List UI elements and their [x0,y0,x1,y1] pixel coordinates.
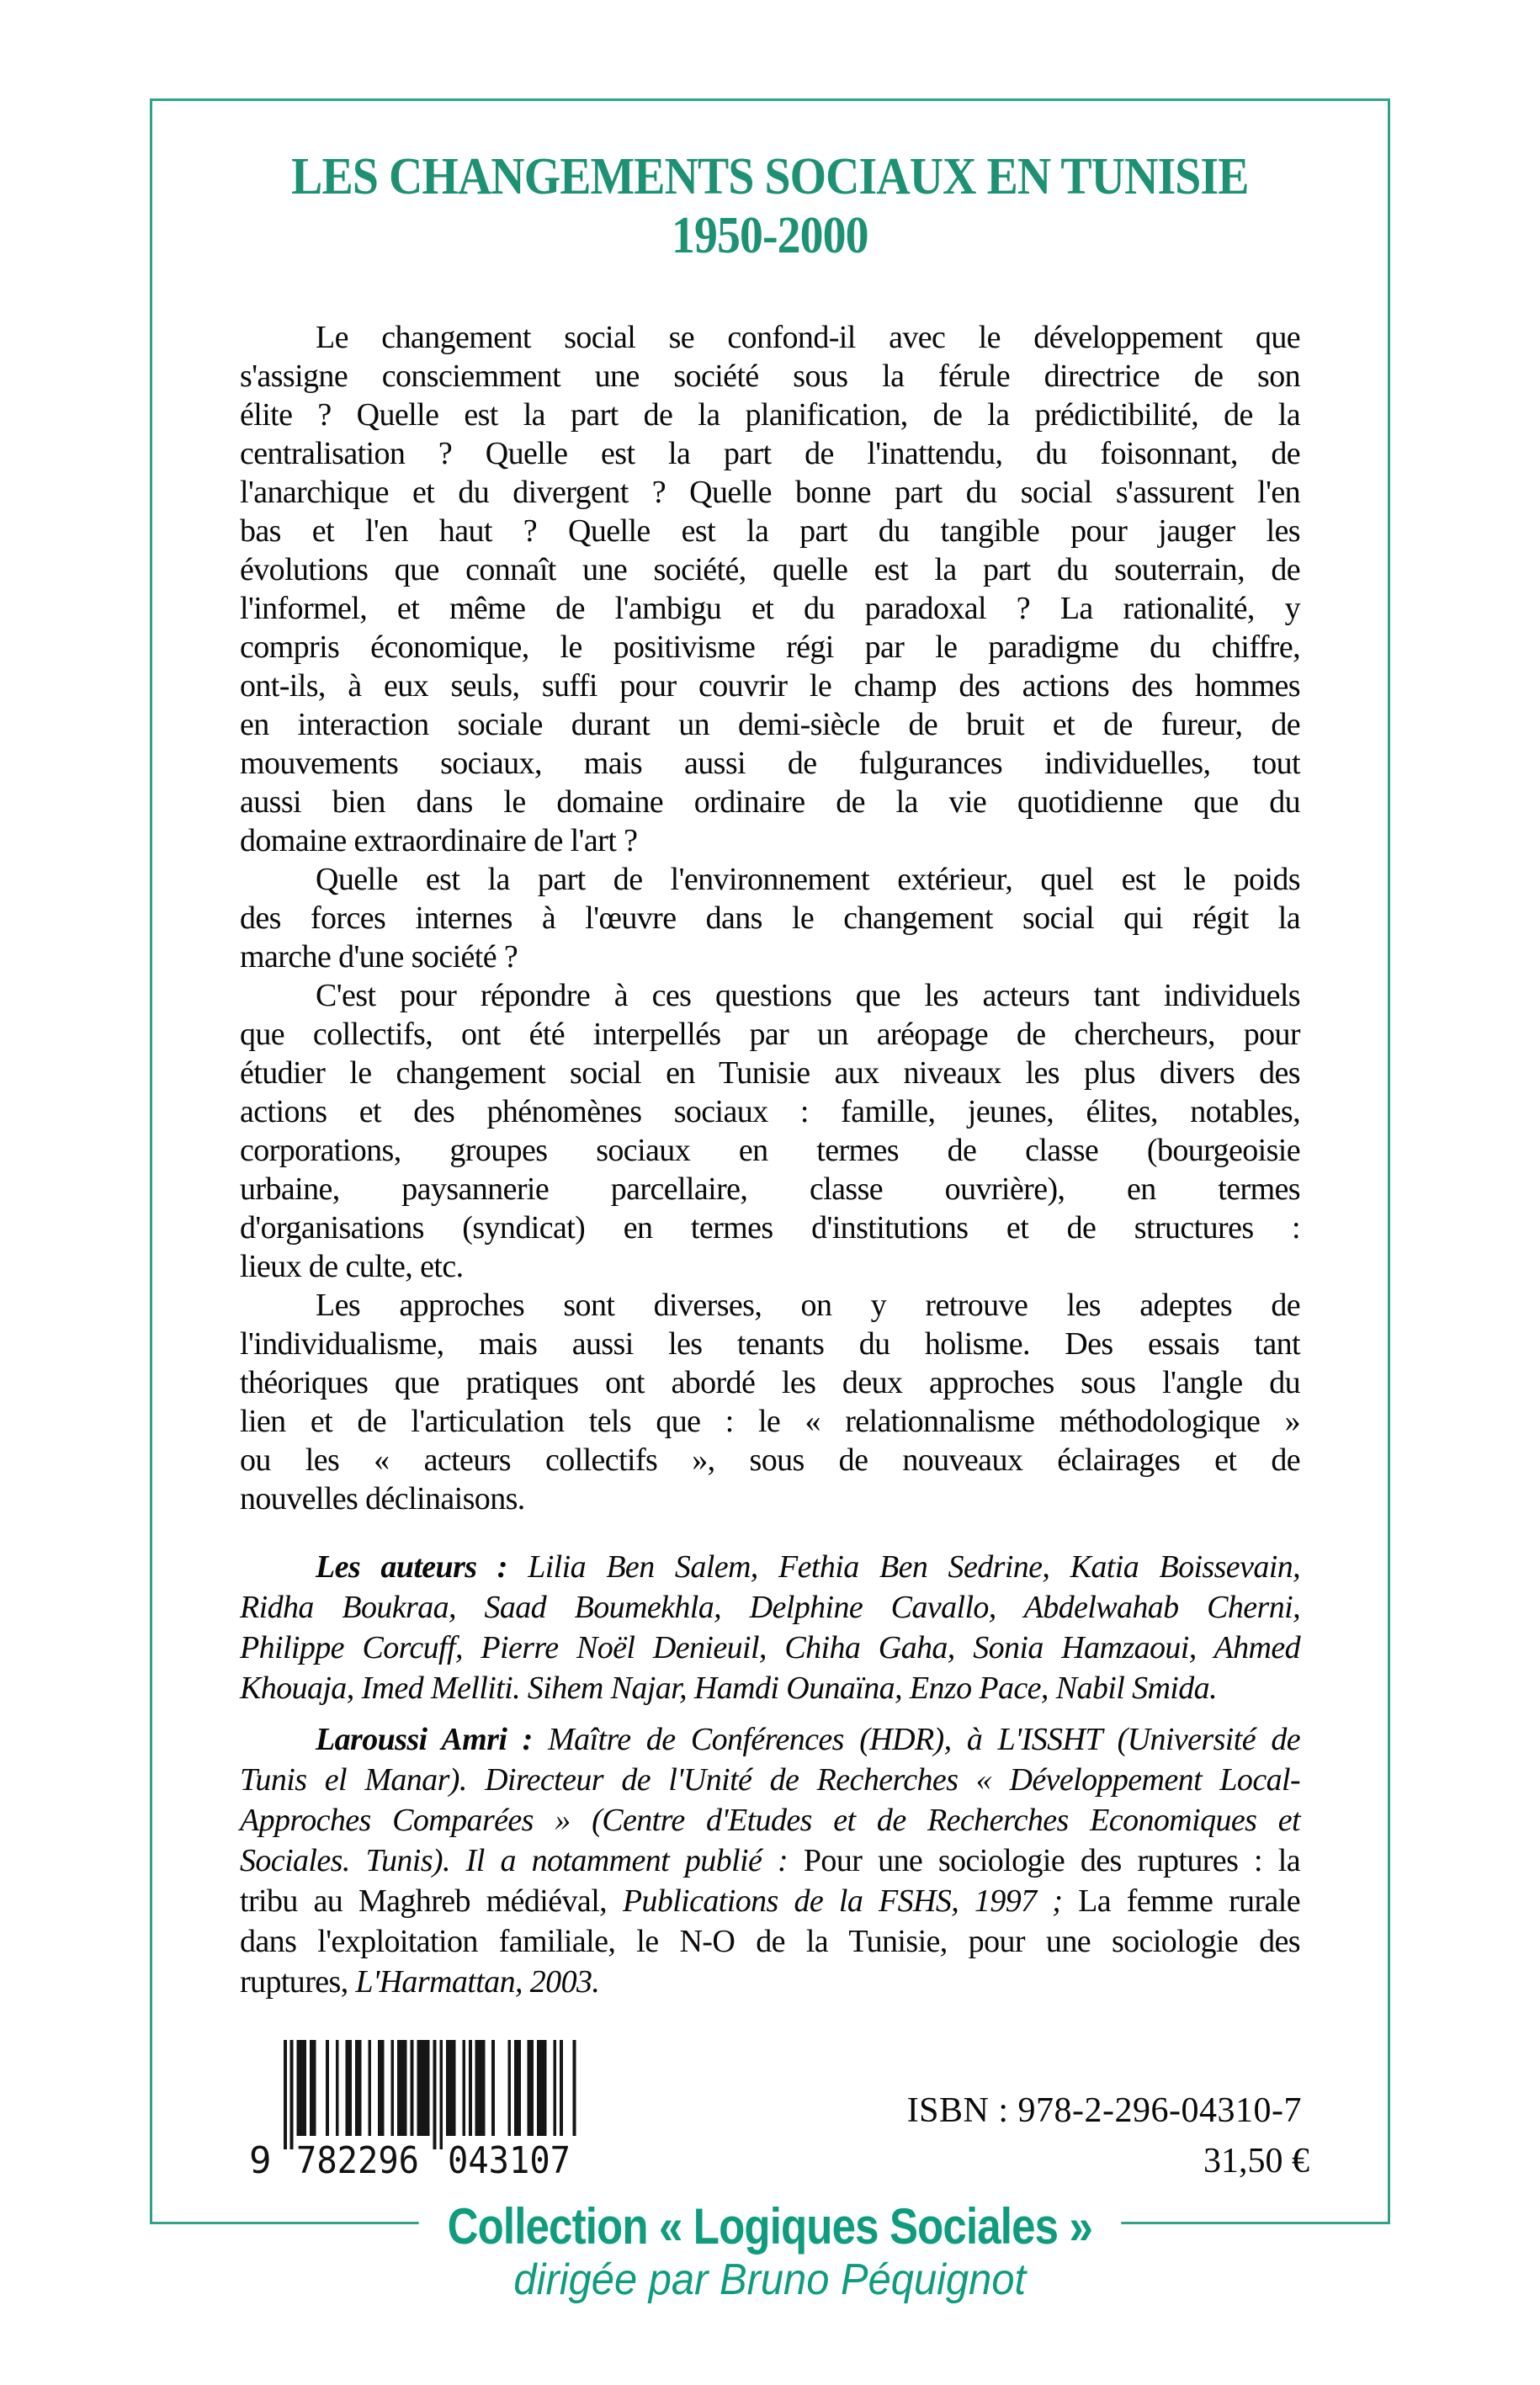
collection-banner [150,2198,1390,2304]
text-line: Les approches sont diverses, on y retrouve les adeptes de [316,1288,1300,1323]
text-line: ont-ils, à eux seuls, suffi pour couvrir le champ des actions des hommes [240,668,1300,704]
text-line: lien et de l'articulation tels que : le « relationnalisme méthodologique » [240,1404,1300,1439]
paragraph-4 [240,1286,1300,1518]
price-text: 31,50 € [1203,2142,1309,2180]
text-line: actions et des phénomènes sociaux : famille, jeunes, élites, notables, [240,1094,1300,1129]
text-line: aussi bien dans le domaine ordinaire de la vie quotidienne que du [240,784,1300,820]
text-line: Philippe Corcuff, Pierre Noël Denieuil, Chiha Gaha, Sonia Hamzaoui, Ahmed [240,1630,1300,1665]
text-line: d'organisations (syndicat) en termes d'institutions et de structures : [240,1210,1300,1246]
barcode-digits: 782296 [296,2139,419,2179]
text-line: compris économique, le positivisme régi par le paradigme du chiffre, [240,629,1300,665]
text-line: l'informel, et même de l'ambigu et du paradoxal ? La rationalité, y [240,591,1300,626]
text-line: que collectifs, ont été interpellés par un aréopage de chercheurs, pour [240,1017,1300,1052]
text-line: dans l'exploitation familiale, le N-O de la Tunisie, pour une sociologie des [240,1924,1300,1959]
text-line: domaine extraordinaire de l'art ? [240,823,638,858]
text-line: l'individualisme, mais aussi les tenants du holisme. Des essais tant [240,1326,1300,1362]
collection-title: Collection « Logiques Sociales » [419,2198,1121,2255]
text-line: bas et l'en haut ? Quelle est la part du tangible pour jauger les [240,513,1300,549]
text-line: nouvelles déclinaisons. [240,1481,525,1517]
text-line: lieux de culte, etc. [240,1249,464,1284]
book-title-line1: LES CHANGEMENTS SOCIAUX EN TUNISIE [291,148,1249,205]
text-line: Sociales. Tunis). Il a notamment publié : Pour une sociologie des ruptures : la [240,1843,1301,1878]
text-line: urbaine, paysannerie parcellaire, classe ouvrière), en termes [240,1171,1300,1207]
barcode-digits: 9 [249,2139,272,2179]
collection-title-line [150,2198,1390,2255]
text-line: Laroussi Amri : Maître de Conférences (HDR), à L'ISSHT (Université de [316,1722,1300,1757]
text-line: Ridha Boukraa, Saad Boumekhla, Delphine Cavallo, Abdelwahab Cherni, [240,1590,1300,1625]
text-line: Le changement social se confond-il avec le développement que [316,320,1300,355]
text-line: ou les « acteurs collectifs », sous de nouveaux éclairages et de [240,1442,1300,1478]
text-line: marche d'une société ? [240,939,518,975]
text-line: évolutions que connaît une société, quelle est la part du souterrain, de [240,552,1300,587]
text-line: en interaction sociale durant un demi-siècle de bruit et de fureur, de [240,707,1300,742]
barcode-graphic [242,2040,604,2179]
barcode-digits: 043107 [448,2139,571,2179]
text-line: Les auteurs : Lilia Ben Salem, Fethia Ben Sedrine, Katia Boissevain, [316,1549,1300,1585]
text-line: s'assigne consciemment une société sous la férule directrice de son [240,359,1300,394]
book-title [0,147,1540,265]
paragraph-2 [240,860,1300,976]
text-line: l'anarchique et du divergent ? Quelle bonne part du social s'assurent l'en [240,475,1300,510]
text-line: théoriques que pratiques ont abordé les deux approches sous l'angle du [240,1365,1300,1400]
text-line: étudier le changement social en Tunisie aux niveaux les plus divers des [240,1055,1300,1091]
text-line: Approches Comparées » (Centre d'Etudes et de Recherches Economiques et [240,1803,1300,1838]
collection-director: dirigée par Bruno Péquignot [513,2255,1027,2304]
text-line: Tunis el Manar). Directeur de l'Unité de Recherches « Développement Local- [240,1762,1300,1798]
isbn-text: ISBN : 978-2-296-04310-7 [906,2091,1302,2130]
paragraph-1 [240,318,1300,860]
text-line: des forces internes à l'œuvre dans le changement social qui régit la [240,900,1300,936]
text-line: C'est pour répondre à ces questions que les acteurs tant individuels [316,978,1300,1013]
text-line: élite ? Quelle est la part de la planification, de la prédictibilité, de la [240,397,1300,433]
text-line: ruptures, L'Harmattan, 2003. [240,1964,600,2000]
text-line: Quelle est la part de l'environnement extérieur, quel est le poids [316,862,1300,897]
text-line: tribu au Maghreb médiéval, Publications de la FSHS, 1997 ; La femme rurale [240,1883,1300,1919]
text-line: mouvements sociaux, mais aussi de fulgurances individuelles, tout [240,746,1300,781]
director-paragraph [240,1719,1300,2002]
collection-director-line [150,2255,1390,2304]
text-line: centralisation ? Quelle est la part de l'inattendu, du foisonnant, de [240,436,1300,471]
text-line: corporations, groupes sociaux en termes de classe (bourgeoisie [240,1133,1300,1168]
paragraph-3 [240,976,1300,1286]
book-title-line2: 1950-2000 [672,207,868,264]
back-cover-text [240,318,1300,2002]
text-line: Khouaja, Imed Melliti. Sihem Najar, Hamdi Ounaïna, Enzo Pace, Nabil Smida. [240,1671,1217,1706]
authors-paragraph [240,1547,1300,1708]
ean13-barcode [242,2040,604,2179]
